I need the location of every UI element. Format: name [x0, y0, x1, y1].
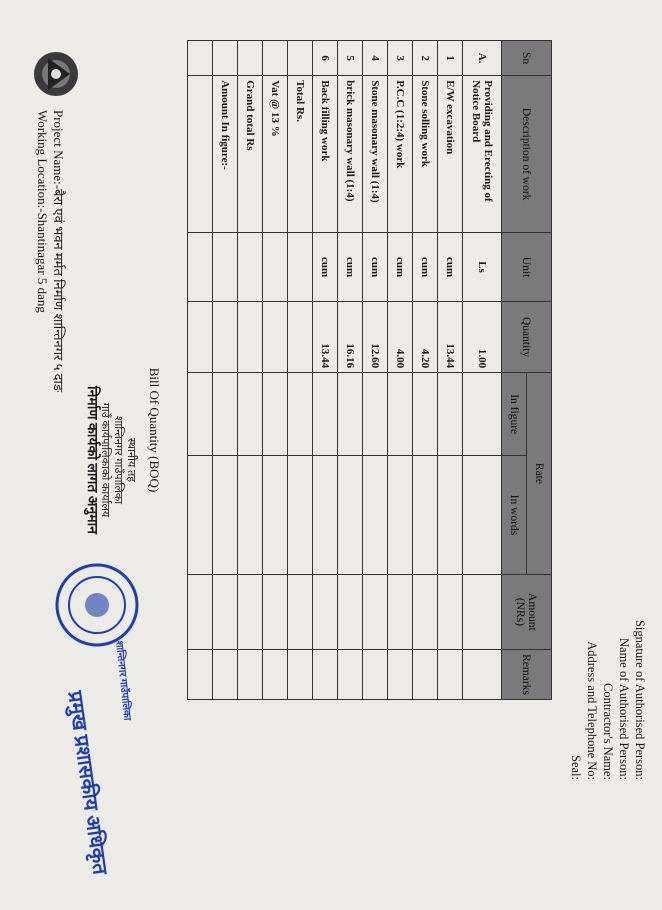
table-row [388, 41, 413, 700]
row-amount [463, 574, 502, 649]
row-description: P.C.C (1:2:4) work [388, 76, 413, 233]
total-amount [288, 574, 313, 649]
row-remarks [388, 650, 413, 700]
grand-sn [238, 41, 263, 76]
blank-cell [188, 302, 213, 373]
row-amount [413, 574, 438, 649]
grand-unit [238, 233, 263, 302]
af-qty [213, 302, 238, 373]
row-unit: cum [413, 233, 438, 302]
row-quantity: 4.00 [388, 302, 413, 373]
total-sn [288, 41, 313, 76]
total-qty [288, 302, 313, 373]
vat-label: Vat @ 13 % [263, 76, 288, 233]
row-amount [338, 574, 363, 649]
office-title: निर्माण कार्यको लागत अनुमान [84, 385, 99, 535]
header-rate-figure: In figure [502, 373, 527, 456]
row-unit: cum [438, 233, 463, 302]
grand-rw [238, 456, 263, 575]
total-unit [288, 233, 313, 302]
row-rate-words [363, 456, 388, 575]
vat-qty [263, 302, 288, 373]
office-line-2: शान्तिनगर गाउँपालिका [112, 415, 124, 505]
signature-block [568, 420, 648, 780]
vat-rw [263, 456, 288, 575]
header-rate: Rate [527, 373, 552, 575]
table-row [363, 41, 388, 700]
row-amount [388, 574, 413, 649]
table-row [438, 41, 463, 700]
header-amount: Amount (NRs) [502, 574, 552, 649]
total-row [288, 41, 313, 700]
af-amount [213, 574, 238, 649]
row-remarks [438, 650, 463, 700]
header-remarks: Remarks [502, 650, 552, 700]
row-quantity: 16.16 [338, 302, 363, 373]
row-sn: 5 [338, 41, 363, 76]
grand-remarks [238, 650, 263, 700]
row-amount [313, 574, 338, 649]
row-unit: Ls [463, 233, 502, 302]
row-description: brick masonary wall (1:4) [338, 76, 363, 233]
vat-remarks [263, 650, 288, 700]
grand-qty [238, 302, 263, 373]
office-line-1: स्थानीय तह [125, 437, 137, 483]
row-sn: 4 [363, 41, 388, 76]
row-unit: cum [363, 233, 388, 302]
row-rate-words [438, 456, 463, 575]
vat-amount [263, 574, 288, 649]
row-description: E/W excavation [438, 76, 463, 233]
row-rate-words [413, 456, 438, 575]
grand-total-row [238, 41, 263, 700]
total-remarks [288, 650, 313, 700]
row-sn: 2 [413, 41, 438, 76]
grand-rf [238, 373, 263, 456]
row-rate-words [313, 456, 338, 575]
af-rw [213, 456, 238, 575]
vat-unit [263, 233, 288, 302]
boq-table [187, 40, 552, 700]
project-name: Project Name:-बैरा एवं भवन मर्मत निर्माण शान्तिनगर ५ दाङ [51, 110, 66, 393]
row-unit: cum [338, 233, 363, 302]
af-rf [213, 373, 238, 456]
table-row [338, 41, 363, 700]
amount-figure-label: Amount In figure:- [213, 76, 238, 233]
row-amount [438, 574, 463, 649]
vat-rf [263, 373, 288, 456]
row-rate-figure [313, 373, 338, 456]
row-remarks [463, 650, 502, 700]
row-quantity: 1.00 [463, 302, 502, 373]
row-description: Providing and Erecting of Notice Board [463, 76, 502, 233]
row-rate-words [338, 456, 363, 575]
address-label: Address and Telephone No: [585, 641, 599, 780]
row-remarks [338, 650, 363, 700]
blank-cell [188, 233, 213, 302]
row-quantity: 13.44 [313, 302, 338, 373]
blank-cell [188, 76, 213, 233]
row-unit: cum [388, 233, 413, 302]
row-description: Stone solling work [413, 76, 438, 233]
authorised-name-label: Name of Authorised Person: [617, 638, 631, 780]
af-remarks [213, 650, 238, 700]
row-rate-figure [438, 373, 463, 456]
blank-cell [188, 650, 213, 700]
row-amount [363, 574, 388, 649]
blank-row [188, 41, 213, 700]
af-unit [213, 233, 238, 302]
row-sn: 3 [388, 41, 413, 76]
row-remarks [313, 650, 338, 700]
header-quantity: Quantity [502, 302, 552, 373]
blank-cell [188, 41, 213, 76]
grand-amount [238, 574, 263, 649]
grand-total-label: Grand total Rs [238, 76, 263, 233]
row-rate-figure [363, 373, 388, 456]
row-rate-figure [338, 373, 363, 456]
row-description: Stone masonary wall (1:4) [363, 76, 388, 233]
row-rate-figure [413, 373, 438, 456]
handwritten-designation: प्रमुख प्रशासकीय अधिकृत [63, 689, 111, 876]
table-row [463, 41, 502, 700]
government-emblem-icon [30, 48, 82, 100]
row-rate-words [388, 456, 413, 575]
header-description: Description of work [502, 76, 552, 233]
row-rate-figure [388, 373, 413, 456]
row-description: Back filling work [313, 76, 338, 233]
stamp-text: शान्तिनगर गाउँपालिका [113, 640, 133, 721]
total-rf [288, 373, 313, 456]
vat-row [263, 41, 288, 700]
blank-cell [188, 373, 213, 456]
signature-label: Signature of Authorised Person: [633, 619, 647, 780]
header-unit: Unit [502, 233, 552, 302]
row-quantity: 13.44 [438, 302, 463, 373]
total-label: Total Rs. [288, 76, 313, 233]
row-quantity: 4.20 [413, 302, 438, 373]
office-line-3: गाउँ कार्यपालिकाको कार्यालय [99, 402, 111, 518]
working-location: Working Location:-Shantinagar 5 dang [35, 110, 50, 313]
row-remarks [413, 650, 438, 700]
row-remarks [363, 650, 388, 700]
row-sn: 6 [313, 41, 338, 76]
boq-title: Bill Of Quantity (BOQ) [147, 367, 162, 493]
seal-label: Seal: [569, 755, 583, 780]
blank-cell [188, 456, 213, 575]
row-sn: 1 [438, 41, 463, 76]
row-unit: cum [313, 233, 338, 302]
table-row [313, 41, 338, 700]
total-rw [288, 456, 313, 575]
row-rate-figure [463, 373, 502, 456]
header-sn: Sn [502, 41, 552, 76]
af-sn [213, 41, 238, 76]
row-rate-words [463, 456, 502, 575]
contractor-name-label: Contractor's Name: [601, 682, 615, 780]
vat-sn [263, 41, 288, 76]
row-quantity: 12.60 [363, 302, 388, 373]
row-sn: A. [463, 41, 502, 76]
table-row [413, 41, 438, 700]
amount-figure-row [213, 41, 238, 700]
office-seal-icon [52, 560, 142, 650]
blank-cell [188, 574, 213, 649]
header-rate-words: In words [502, 456, 527, 575]
